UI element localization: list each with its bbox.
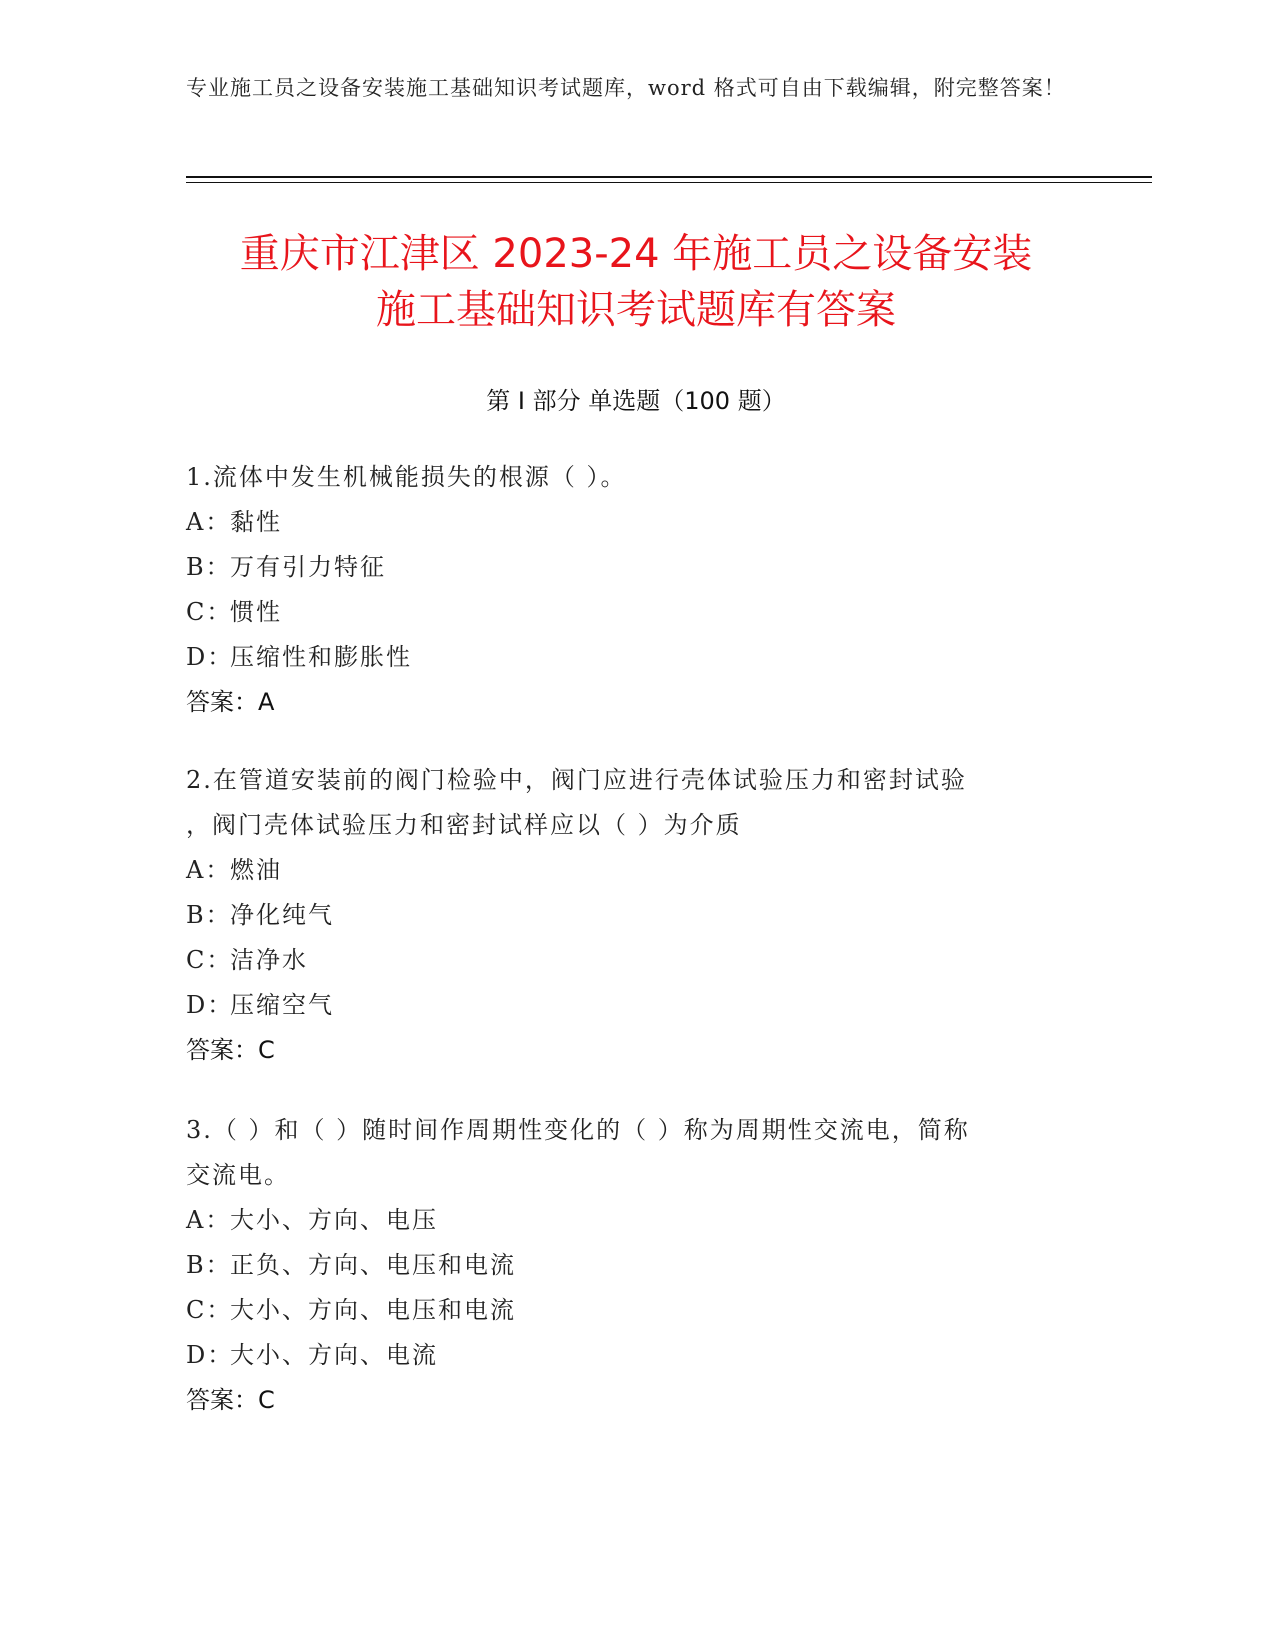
option-text: 大小、方向、电压 — [230, 1206, 438, 1234]
option-key: D： — [186, 643, 234, 671]
option-text: 压缩性和膨胀性 — [230, 643, 412, 671]
question-option-c — [186, 590, 1086, 635]
question-option-d — [186, 1333, 1086, 1378]
option-key: A： — [186, 1206, 232, 1234]
answer-value: A — [258, 688, 275, 716]
question-1 — [186, 455, 1086, 725]
option-key: B： — [186, 901, 232, 929]
question-option-d — [186, 635, 1086, 680]
answer-value: C — [258, 1036, 275, 1064]
question-option-a — [186, 500, 1086, 545]
question-answer — [186, 1378, 1086, 1423]
option-text: 万有引力特征 — [230, 553, 386, 581]
question-option-c — [186, 1288, 1086, 1333]
option-text: 压缩空气 — [230, 991, 334, 1019]
answer-value: C — [258, 1386, 275, 1414]
question-option-a — [186, 848, 1086, 893]
option-text: 正负、方向、电压和电流 — [230, 1251, 516, 1279]
option-text: 大小、方向、电压和电流 — [230, 1296, 516, 1324]
option-text: 净化纯气 — [230, 901, 334, 929]
document-title — [186, 226, 1086, 338]
section-heading: 第 I 部分 单选题（100 题） — [486, 387, 786, 415]
option-key: B： — [186, 1251, 232, 1279]
question-option-b — [186, 545, 1086, 590]
option-text: 惯性 — [230, 598, 282, 626]
question-3 — [186, 1108, 1086, 1423]
question-option-d — [186, 983, 1086, 1028]
option-text: 洁净水 — [230, 946, 308, 974]
option-text: 黏性 — [230, 508, 282, 536]
question-answer — [186, 1028, 1086, 1073]
question-stem-line-2: 交流电。 — [186, 1161, 290, 1189]
header-rule-thick — [186, 176, 1152, 178]
option-key: B： — [186, 553, 232, 581]
option-text: 大小、方向、电流 — [230, 1341, 438, 1369]
question-2 — [186, 758, 1086, 1073]
question-answer — [186, 680, 1086, 725]
question-option-c — [186, 938, 1086, 983]
option-text: 燃油 — [230, 856, 282, 884]
document-title-line-2: 施工基础知识考试题库有答案 — [376, 287, 896, 333]
question-option-a — [186, 1198, 1086, 1243]
question-stem: 1.流体中发生机械能损失的根源（ ）。 — [186, 463, 627, 491]
answer-prefix: 答案： — [186, 1036, 258, 1064]
option-key: A： — [186, 856, 232, 884]
question-stem-line-1: 2.在管道安装前的阀门检验中，阀门应进行壳体试验压力和密封试验 — [186, 766, 967, 794]
option-key: C： — [186, 598, 233, 626]
question-stem-line-2: ，阀门壳体试验压力和密封试样应以（ ）为介质 — [186, 811, 742, 839]
header-note: 专业施工员之设备安装施工基础知识考试题库，word 格式可自由下载编辑，附完整答案！ — [186, 76, 1066, 100]
option-key: C： — [186, 946, 233, 974]
option-key: D： — [186, 1341, 234, 1369]
answer-prefix: 答案： — [186, 688, 258, 716]
answer-prefix: 答案： — [186, 1386, 258, 1414]
question-stem-line-1: 3.（ ）和（ ）随时间作周期性变化的（ ）称为周期性交流电，简称 — [186, 1116, 970, 1144]
option-key: C： — [186, 1296, 233, 1324]
question-option-b — [186, 1243, 1086, 1288]
option-key: A： — [186, 508, 232, 536]
option-key: D： — [186, 991, 234, 1019]
question-option-b — [186, 893, 1086, 938]
document-title-line-1: 重庆市江津区 2023-24 年施工员之设备安装 — [239, 231, 1033, 277]
header-rule-thin — [186, 182, 1152, 183]
